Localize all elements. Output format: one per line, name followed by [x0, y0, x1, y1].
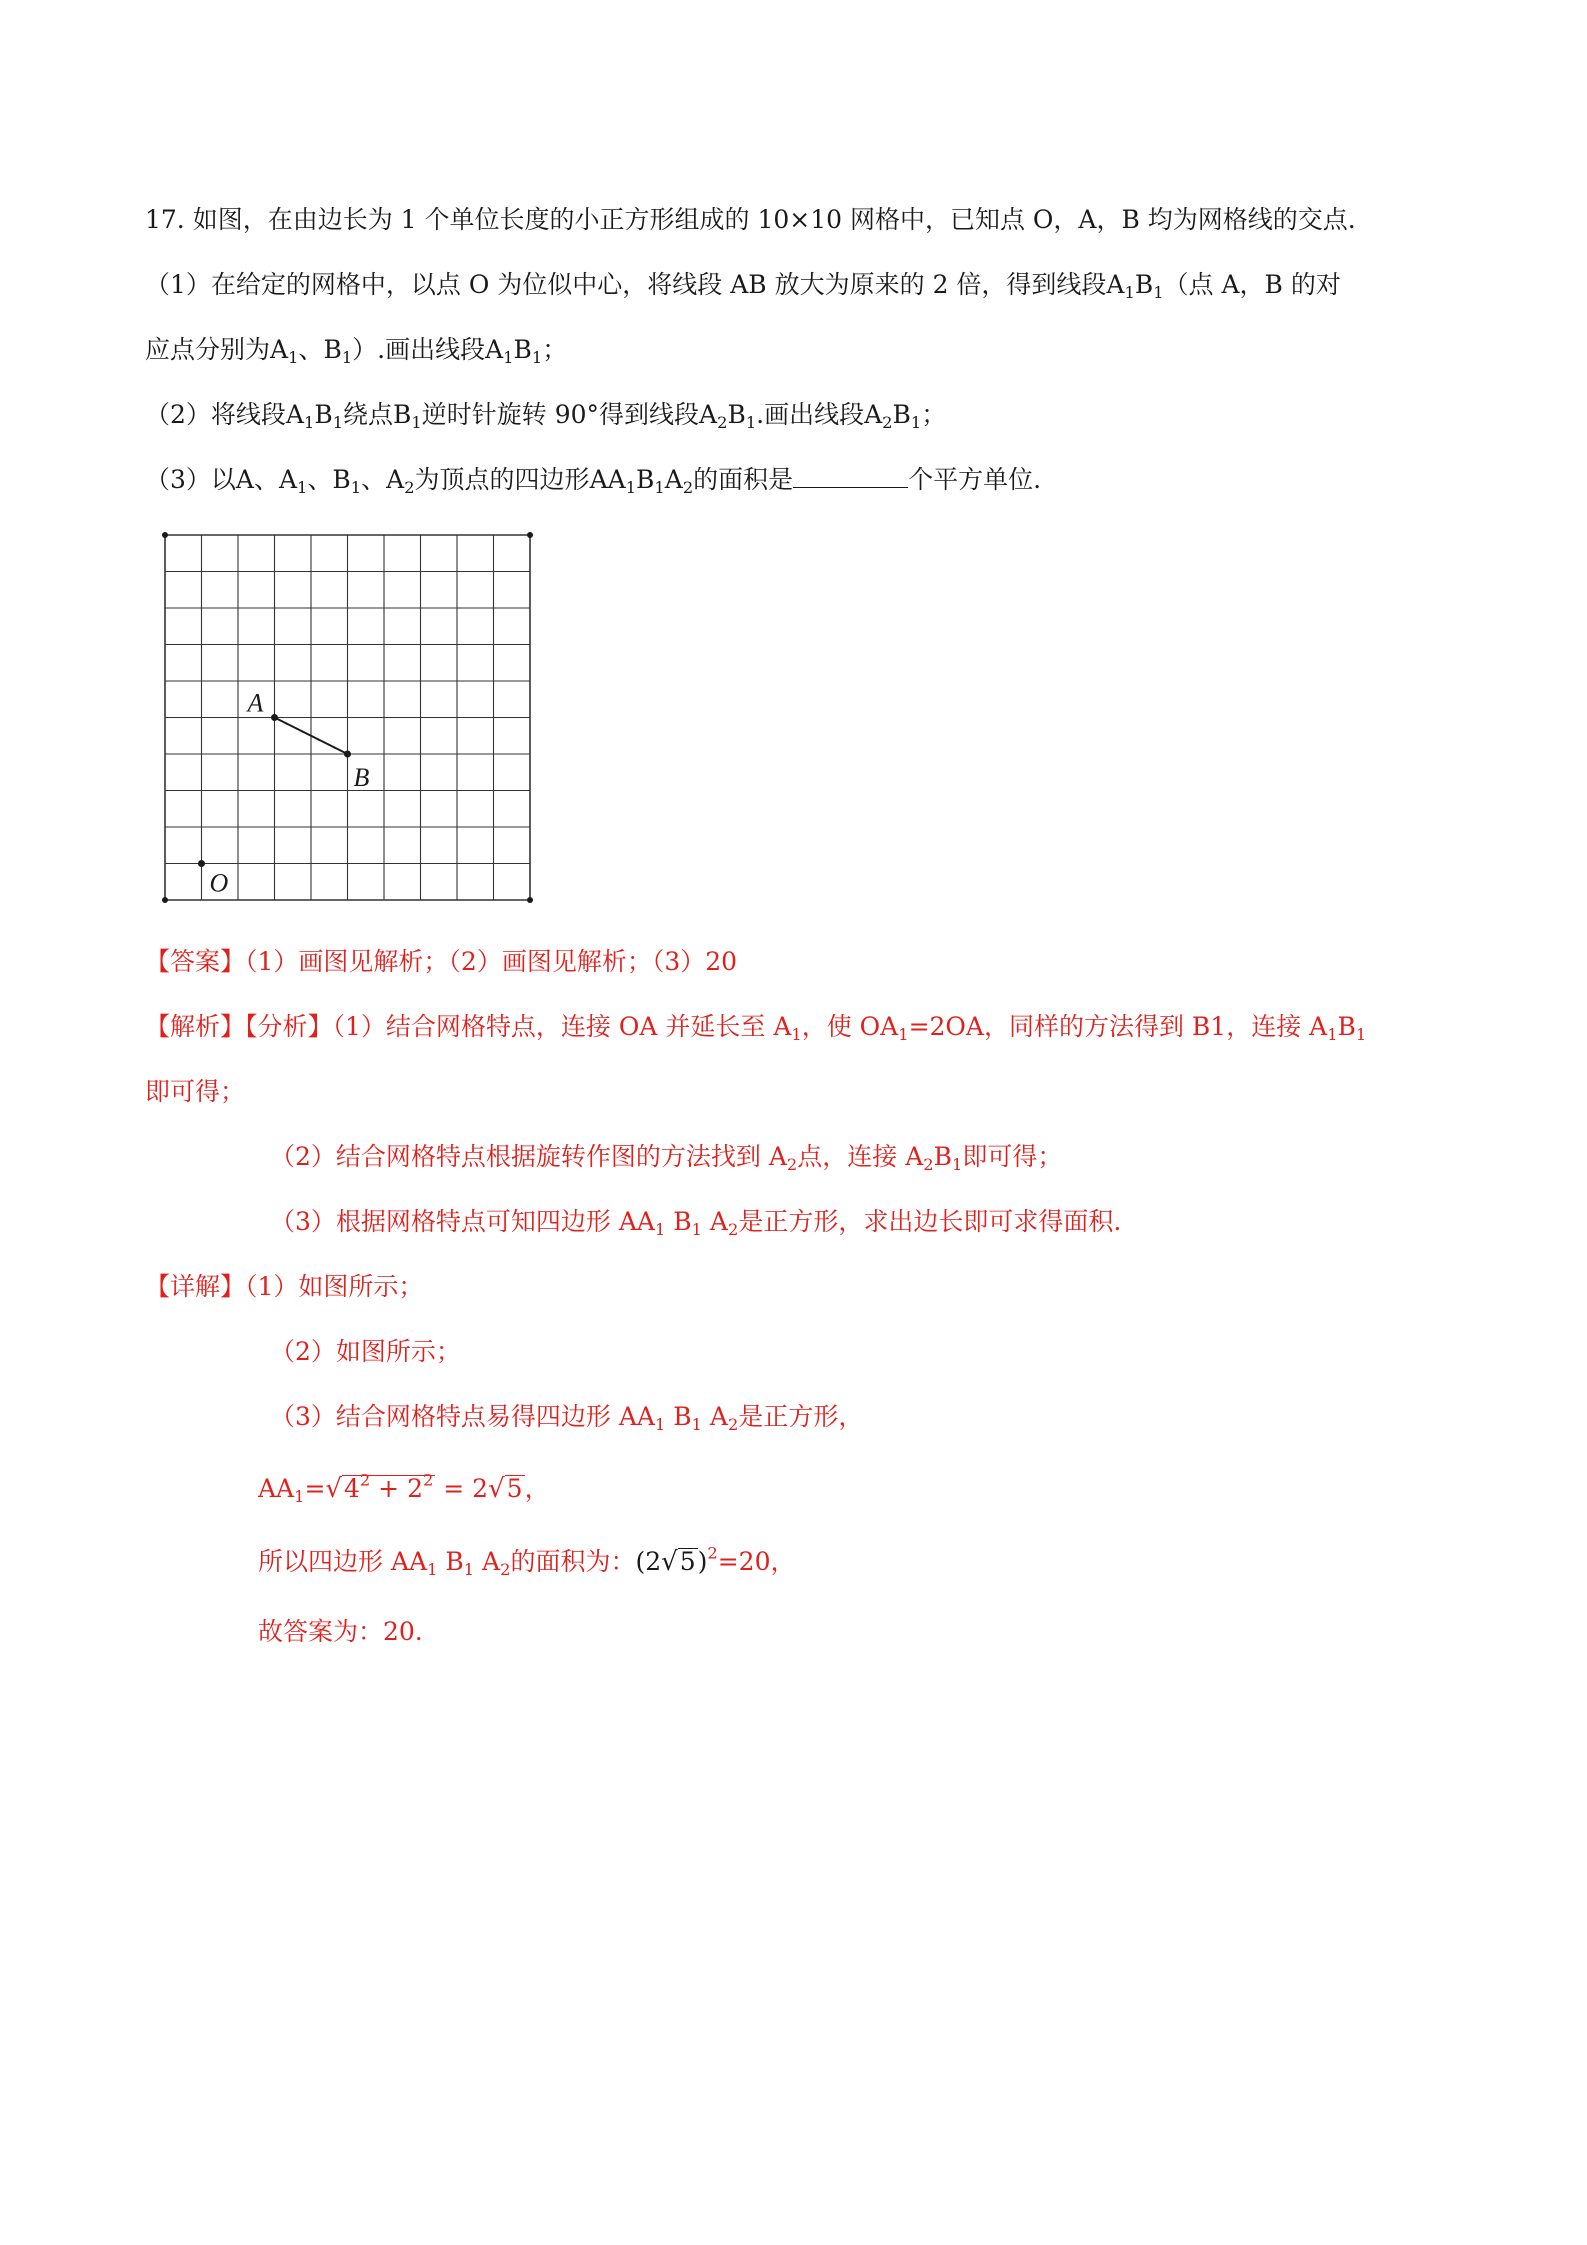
sqrt-icon: √	[661, 1547, 678, 1577]
answer-blank[interactable]	[793, 465, 908, 488]
grid-corner-dot	[527, 897, 533, 903]
point-b	[344, 751, 351, 758]
question-part3: （3）以A、$A_1$、$B_1$、$A_2$为顶点的四边形$AA_1B_1A_2$的面积是 个平方单位.	[145, 465, 1042, 497]
grid-figure	[160, 530, 550, 920]
detail-line3: （3）结合网格特点易得四边形 $AA_1$ $B_1$ $A_2$是正方形，	[270, 1402, 864, 1434]
label-o: O	[209, 868, 229, 898]
sqrt-icon: √	[488, 1474, 505, 1504]
label-b: B	[353, 763, 370, 792]
answer-line: 【答案】（1）画图见解析；（2）画图见解析；（3）20	[145, 947, 738, 976]
grid-corner-dot	[162, 532, 168, 538]
detail-equation-area: 所以四边形 $AA_1$ $B_1$ $A_2$的面积为：$(2√5)^2=20$，	[258, 1543, 796, 1579]
analysis-line2: 即可得；	[145, 1077, 246, 1106]
analysis-tag: 【解析】【分析】	[145, 1012, 333, 1041]
grid-corner-dot	[527, 532, 533, 538]
label-a: A	[247, 688, 264, 718]
question-stem: 17. 如图，在由边长为 1 个单位长度的小正方形组成的 10×10 网格中，已知点 O，A，B 均为网格线的交点.	[145, 205, 1356, 234]
detail-line1: 【详解】（1）如图所示；	[145, 1272, 424, 1301]
radicand: $4^2 + 2^2$	[343, 1470, 434, 1503]
point-o	[198, 860, 205, 867]
point-a	[271, 714, 278, 721]
question-part1-line2: 应点分别为$A_1$、$B_1$）.画出线段$A_1B_1$；	[145, 335, 568, 367]
detail-tag: 【详解】	[145, 1272, 246, 1301]
analysis-line3: （2）结合网格特点根据旋转作图的方法找到 $A_2$点，连接 $A_2B_1$即可得；	[270, 1142, 1063, 1174]
grid-corner-dot	[162, 897, 168, 903]
sqrt-icon: √	[325, 1474, 342, 1504]
detail-line6: 故答案为：20.	[258, 1617, 423, 1646]
analysis-line4: （3）根据网格特点可知四边形 $AA_1$ $B_1$ $A_2$是正方形，求出边长即可求得面积.	[270, 1207, 1122, 1239]
answer-tag: 【答案】	[145, 947, 246, 976]
detail-line2: （2）如图所示；	[270, 1337, 461, 1366]
grid-lines	[162, 532, 533, 903]
detail-equation-aa1: $AA_1=√4^2 + 2^2 = 2√5$，	[258, 1470, 550, 1506]
question-part1-line1: （1）在给定的网格中，以点 O 为位似中心，将线段 AB 放大为原来的 2 倍，得到线段$A_1B_1$（点 A，B 的对	[145, 270, 1341, 302]
question-part2: （2）将线段$A_1B_1$绕点$B_1$逆时针旋转 90°得到线段$A_2B_1$.画出线段$A_2B_1$；	[145, 400, 947, 432]
analysis-line1: 【解析】【分析】（1）结合网格特点，连接 OA 并延长至 $A_1$，使 $OA_1=2OA$，同样的方法得到 B1，连接 $A_1B_1$	[145, 1012, 1367, 1044]
